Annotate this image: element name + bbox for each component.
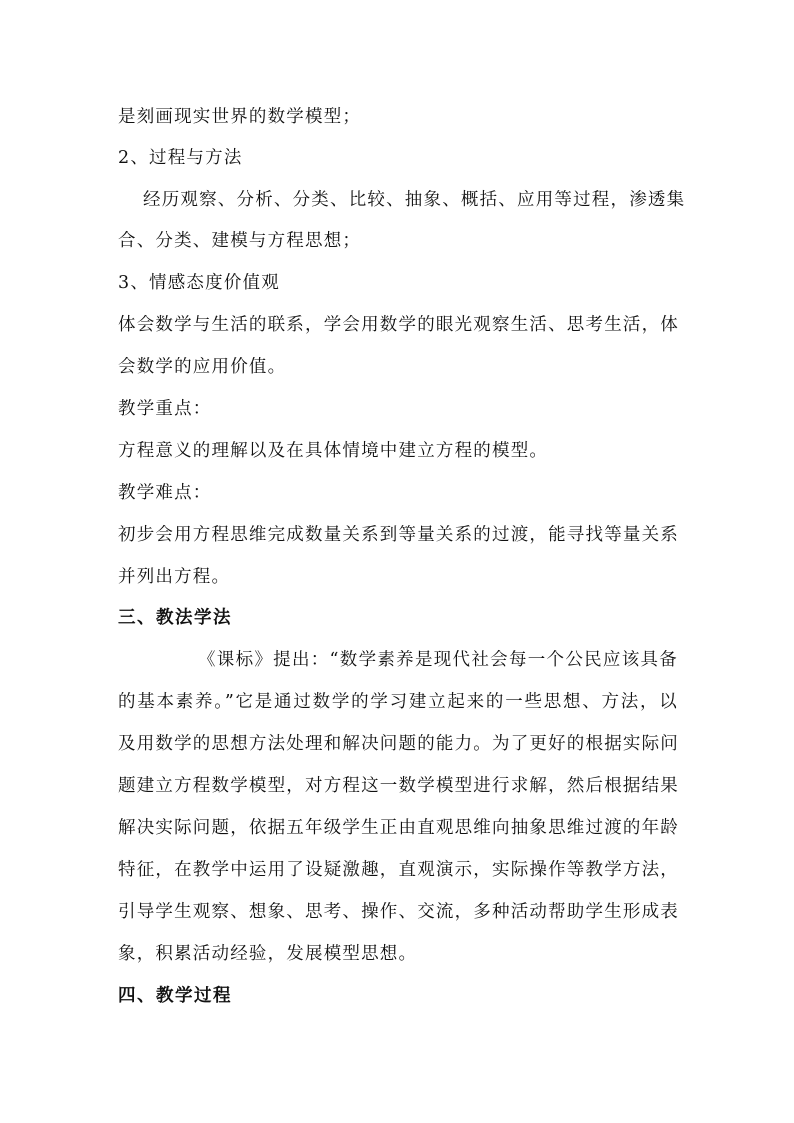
text-line: 体会数学与生活的联系，学会用数学的眼光观察生活、思考生活，体 bbox=[118, 315, 679, 335]
text-line: 经历观察、分析、分类、比较、抽象、概括、应用等过程，渗透集 bbox=[143, 190, 686, 210]
text-line: 的基本素养。”它是通过数学的学习建立起来的一些思想、方法，以 bbox=[118, 692, 678, 712]
text-line: 初步会用方程思维完成数量关系到等量关系的过渡，能寻找等量关系 bbox=[118, 525, 679, 545]
section-heading-teaching-methods: 三、教法学法 bbox=[118, 608, 232, 628]
section-heading-teaching-process: 四、教学过程 bbox=[118, 986, 232, 1006]
text-line: 解决实际问题，依据五年级学生正由直观思维向抽象思维过渡的年龄 bbox=[118, 818, 679, 838]
text-line: 并列出方程。 bbox=[118, 567, 231, 587]
section-heading-process-methods: 2、过程与方法 bbox=[118, 148, 243, 168]
text-line: 会数学的应用价值。 bbox=[118, 357, 287, 377]
label-teaching-difficulty: 教学难点： bbox=[118, 483, 212, 503]
text-line: 题建立方程数学模型，对方程这一数学模型进行求解，然后根据结果 bbox=[118, 776, 679, 796]
section-heading-emotion-values: 3、情感态度价值观 bbox=[118, 273, 280, 293]
label-teaching-focus: 教学重点： bbox=[118, 399, 212, 419]
text-line: 是刻画现实世界的数学模型； bbox=[118, 107, 362, 127]
text-line: 方程意义的理解以及在具体情境中建立方程的模型。 bbox=[118, 441, 549, 461]
text-line: 引导学生观察、想象、思考、操作、交流，多种活动帮助学生形成表 bbox=[118, 902, 679, 922]
text-line: 象，积累活动经验，发展模型思想。 bbox=[118, 944, 418, 964]
text-line: 及用数学的思想方法处理和解决问题的能力。为了更好的根据实际问 bbox=[118, 734, 679, 754]
text-line: 特征，在教学中运用了设疑激趣，直观演示，实际操作等教学方法， bbox=[118, 860, 679, 880]
text-line: 合、分类、建模与方程思想； bbox=[118, 231, 362, 251]
text-line: 《课标》提出：“数学素养是现代社会每一个公民应该具备 bbox=[198, 650, 678, 670]
